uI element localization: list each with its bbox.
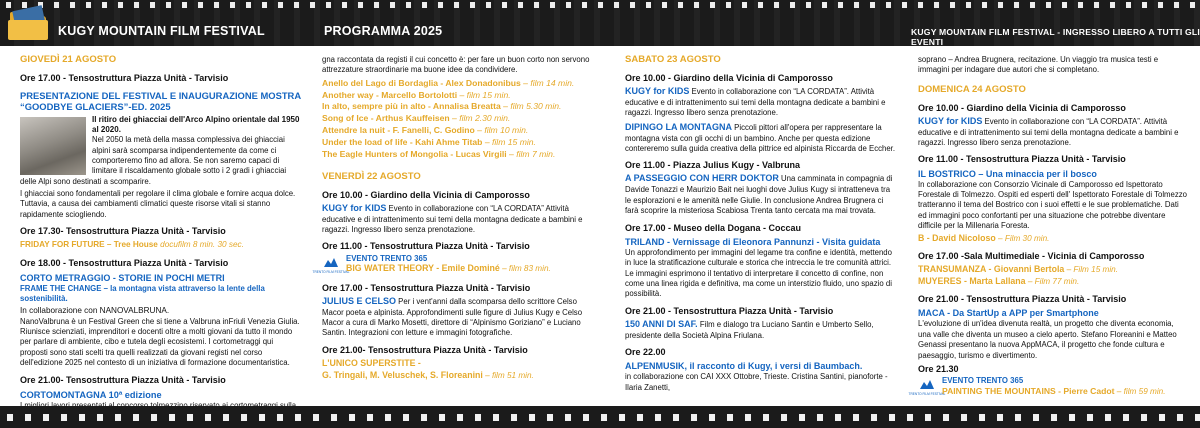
event-description: Piccoli pittori all'opera per rappresentare la montagna vista con gli occhi di un bambino. Anche per questa edizione contereremo sulla guida creativa della pittrice ed alpinista Riccarda de Eccher.	[625, 122, 896, 153]
header-center-title: PROGRAMMA 2025	[324, 24, 443, 38]
event-title: DIPINGO LA MONTAGNA	[625, 121, 732, 132]
event-description-continued: gna raccontata da registi il cui concetto è: per fare un buon corto non servono attrezzature straordinarie ma buone idee da condividere.	[322, 55, 590, 75]
event-description: Film e dialogo tra Luciano Santin e Umberto Sello, presidente della Società Alpina Friulana.	[625, 319, 874, 340]
trento-festival-logo-icon	[312, 255, 350, 277]
time-slot: Ore 17.30- Tensostruttura Piazza Unità - Tarvisio	[20, 226, 226, 237]
column-thursday	[20, 48, 302, 404]
list-item: Attendre la nuit - F. Fanelli, C. Godino – film 10 min.	[322, 125, 529, 136]
event-description-continued: soprano – Andrea Brugnera, recitazione. Un viaggio tra musica testi e immagini per indagare due autori che si completano.	[918, 55, 1159, 75]
time-slot: Ore 10.00 - Giardino della Vicinia di Camporosso	[322, 189, 530, 200]
event-title: ALPENMUSIK, il racconto di Kugy, i versi di Baumbach.	[625, 361, 863, 372]
event-title: KUGY for KIDS	[918, 115, 983, 126]
film-title: B - David Nicoloso	[918, 233, 996, 244]
film-duration: – film 83 min.	[499, 264, 551, 274]
column-sunday	[908, 48, 1188, 404]
event-description: Una camminata in compagnia di Davide Tonazzi e Maurizio Bait nei luoghi dove Julius Kugy si intratteneva tra le esplorazioni e le amenità nelle Giulie. In conclusione Andrea Brugnera ci farà scoprire la misteriosa Scabiosa Trenta tanto cercata ma mai trovata.	[625, 174, 893, 216]
glacier-photo	[20, 117, 86, 175]
event-description: NanoValbruna è un Festival Green che si tiene a Valbruna inFriuli Venezia Giulia. Riunisce scienziati, imprenditori e docenti oltre a molti giovani da tutto il mondo per parlare di ambiente, cibo e tutela degli ecosistemi. I cortometraggi qui proposti sono stati scelti tra quelli realizzati da giovani registi nel corso dell'edizione 2025 nel contesto di un iniziativa di formazione documentaristica.	[20, 316, 300, 368]
time-slot: Ore 11.00 - Tensostruttura Piazza Unità - Tarvisio	[322, 241, 530, 252]
trento-event	[312, 253, 594, 277]
film-perforations	[0, 2, 1200, 8]
event-title: FRIDAY FOR FUTURE – Tree House	[20, 240, 158, 250]
list-item: Anello del Lago di Bordaglia - Alex Donadonibus – film 14 min.	[322, 77, 575, 88]
event-title: IL BOSTRICO – Una minaccia per il bosco	[918, 168, 1097, 179]
header-left-title: KUGY MOUNTAIN FILM FESTIVAL	[58, 24, 265, 38]
collaboration: In collaborazione con NANOVALBRUNA.	[20, 305, 170, 315]
event-description: in collaborazione con CAI XXX Ottobre, Trieste. Cristina Santini, pianoforte - Ilaria Zanetti,	[625, 372, 888, 392]
festival-logo-icon	[6, 6, 50, 42]
time-slot: Ore 21.00 - Tensostruttura Piazza Unità - Tarvisio	[918, 294, 1127, 305]
trento-festival-logo-icon	[908, 377, 946, 399]
column-saturday	[625, 48, 895, 404]
event-label: EVENTO TRENTO 365	[942, 376, 1024, 386]
event-description: L'evoluzione di un'idea divenuta realtà, un progetto che diventa economia, una valle che diventa un museo a cielo aperto. Stefano Floreanini e Matteo Genassi presentano la nuova AppMACA, il progetto che fonde cultura e paesaggio, turismo e divertimento.	[918, 319, 1177, 360]
svg-text:TRENTO FILM FESTIVAL: TRENTO FILM FESTIVAL	[312, 269, 350, 274]
event-subtitle: FRAME THE CHANGE	[20, 283, 102, 293]
time-slot: Ore 21.00- Tensostruttura Piazza Unità - Tarvisio	[20, 374, 226, 385]
event-description: Evento in collaborazione con “LA CORDATA”. Attività educative e di intrattenimento sui temi della montagna dedicate a bambini e ragazzi. Ingresso libero senza prenotazione.	[918, 116, 1179, 147]
film-list	[322, 78, 594, 161]
event-title: KUGY for KIDS	[322, 202, 387, 213]
event-label: EVENTO TRENTO 365	[346, 253, 428, 263]
time-slot: Ore 11.00 - Piazza Julius Kugy - Valbruna	[625, 160, 801, 171]
list-item: Under the load of life - Kahi Ahme Titab – film 15 min.	[322, 137, 536, 148]
event-description-2: I ghiacciai sono fondamentali per regolare il clima globale e fornire acqua dolce. Tuttavia, a causa dei cambiamenti climatici queste risorse vitali si stanno rapidamente sciogliendo.	[20, 189, 296, 219]
event-title: MACA - Da StartUp a APP per Smartphone	[918, 308, 1099, 319]
svg-text:TRENTO FILM FESTIVAL: TRENTO FILM FESTIVAL	[908, 392, 946, 397]
event-title: PRESENTAZIONE DEL FESTIVAL E INAUGURAZIONE MOSTRA “GOODBYE GLACIERS”-ED. 2025	[20, 89, 301, 113]
bottom-film-strip	[0, 406, 1200, 428]
list-item: In alto, sempre più in alto - Annalisa Breatta – film 5.30 min.	[322, 101, 562, 112]
event-block	[20, 115, 302, 221]
event-description: Evento in collaborazione con “LA CORDATA” Attività educative e di intrattenimento sui temi della montagna dedicate a bambini e ragazzi. Ingresso libero senza prenotazione.	[322, 203, 583, 235]
time-slot: Ore 21.00 - Tensostruttura Piazza Unità - Tarvisio	[625, 305, 834, 316]
event-title: CORTO METRAGGIO - STORIE IN POCHI METRI	[20, 272, 225, 283]
event-title: L'UNICO SUPERSTITE -	[322, 357, 421, 368]
time-slot: Ore 17.00 -Sala Multimediale - Vicinia di Camporosso	[918, 251, 1145, 262]
time-slot: Ore 21.00- Tensostruttura Piazza Unità - Tarvisio	[322, 344, 528, 355]
time-slot: Ore 17.00 - Tensostruttura Piazza Unità - Tarvisio	[20, 72, 229, 83]
film-duration: – film 59 min.	[1114, 386, 1166, 396]
film-title: MUYERES - Marta Lallana	[918, 276, 1026, 287]
event-description: Per i vent'anni dalla scomparsa dello scrittore Celso Macor poeta e alpinista. Approfondimenti sulle figure di Julius Kugy e Celso Macor a cura di Marko Mosetti, direttore di “Alpinismo Goriziano” e Luciano Santin. Integrazioni con letture e immagini fotografiche.	[322, 296, 583, 338]
event-description: Nel 2050 la metà della massa complessiva dei ghiacciai alpini sarà scomparsa indipendentemente da come ci comporteremo fino ad allora. Se non saremo capaci di limitare il riscaldamento globale sotto i 2 gradi i ghiacciai delle Alpi sono destinati a scomparire.	[20, 135, 287, 186]
day-heading: GIOVEDÌ 21 AGOSTO	[20, 54, 117, 65]
event-title: TRILAND - Vernissage di Eleonora Pannunzi - Visita guidata	[625, 236, 881, 247]
event-description: Evento in collaborazione con “LA CORDATA”. Attività educative e di intrattenimento sui temi della montagna dedicate a bambini e ragazzi. Ingresso libero senza prenotazione.	[625, 86, 886, 118]
event-title: PAINTING THE MOUNTAINS - Pierre Cadot	[942, 385, 1115, 396]
event-subtitle: Il ritiro dei ghiacciai dell'Arco Alpino orientale dal 1950 al 2020.	[92, 114, 300, 134]
day-heading: DOMENICA 24 AGOSTO	[918, 83, 1026, 95]
event-title: JULIUS E CELSO	[322, 295, 397, 306]
film-duration: – Film 15 min.	[1064, 265, 1118, 275]
day-heading: VENERDÌ 22 AGOSTO	[322, 170, 421, 182]
film-duration: docufilm 8 min. 30 sec.	[160, 240, 244, 250]
time-slot: Ore 10.00 - Giardino della Vicinia di Camporosso	[625, 72, 833, 83]
film-duration: – Film 77 min.	[1025, 277, 1080, 287]
column-friday	[312, 48, 594, 404]
time-slot: Ore 21.30	[918, 363, 959, 374]
time-slot: Ore 10.00 - Giardino della Vicinia di Camporosso	[918, 102, 1126, 113]
film-title: TRANSUMANZA - Giovanni Bertola	[918, 264, 1065, 275]
trento-event	[908, 376, 1188, 399]
event-description: In collaborazione con Consorzio Vicinale di Camporosso ed Ispettorato Forestale di Tolmezzo. Ospiti ed esperti dell' Ispettorato Forestale di Tolmezzo tratteranno il tema del Bostrico con i suoi effetti e le sue problematiche. Dati ed immagini poco confortanti per una situazione che potrebbe diventare difficile per la Millenaria Foresta.	[918, 179, 1188, 231]
film-duration: – Film 30 min.	[995, 234, 1050, 244]
event-title: 150 ANNI DI SAF.	[625, 318, 698, 329]
event-title: A PASSEGGIO CON HERR DOKTOR	[625, 173, 779, 184]
time-slot: Ore 11.00 - Tensostruttura Piazza Unità - Tarvisio	[918, 154, 1126, 165]
time-slot: Ore 18.00 - Tensostruttura Piazza Unità - Tarvisio	[20, 258, 229, 269]
film-duration: – film 51 min.	[482, 370, 534, 380]
time-slot: Ore 22.00	[625, 347, 666, 358]
event-description: Un approfondimento per immagini del legame tra confine e identità, mettendo in luce la stratificazione culturale e storica che intreccia le tre comunità attrici. Le immagini esprimono il tentativo di interpretare il concetto di confine, non come una linea rigida e definitiva, ma come un interstizio fluido, uno spazio di possibilità.	[625, 247, 892, 299]
event-title: BIG WATER THEORY - Emile Dominé	[346, 263, 500, 274]
top-film-strip	[0, 0, 1200, 46]
event-subtitle-rest: – la montagna vista attraverso la lente della sostenibilità.	[20, 283, 265, 304]
event-authors: G. Tringali, M. Veluschek, S. Floreanini	[322, 369, 483, 380]
time-slot: Ore 17.00 - Tensostruttura Piazza Unità - Tarvisio	[322, 282, 531, 293]
list-item: The Eagle Hunters of Mongolia - Lucas Virgili – film 7 min.	[322, 148, 556, 159]
list-item: Song of Ice - Arthus Kauffeisen – film 2.30 min.	[322, 113, 511, 124]
day-heading: SABATO 23 AGOSTO	[625, 54, 721, 65]
event-title: KUGY for KIDS	[625, 85, 690, 96]
event-title: CORTOMONTAGNA 10ª edizione	[20, 389, 162, 400]
film-perforations	[0, 414, 1200, 421]
header-right-title: KUGY MOUNTAIN FILM FESTIVAL - INGRESSO LIBERO A TUTTI GLI EVENTI	[911, 27, 1200, 47]
list-item: Another way - Marcello Bortolotti – film 15 min.	[322, 89, 511, 100]
time-slot: Ore 17.00 - Museo della Dogana - Coccau	[625, 222, 802, 233]
